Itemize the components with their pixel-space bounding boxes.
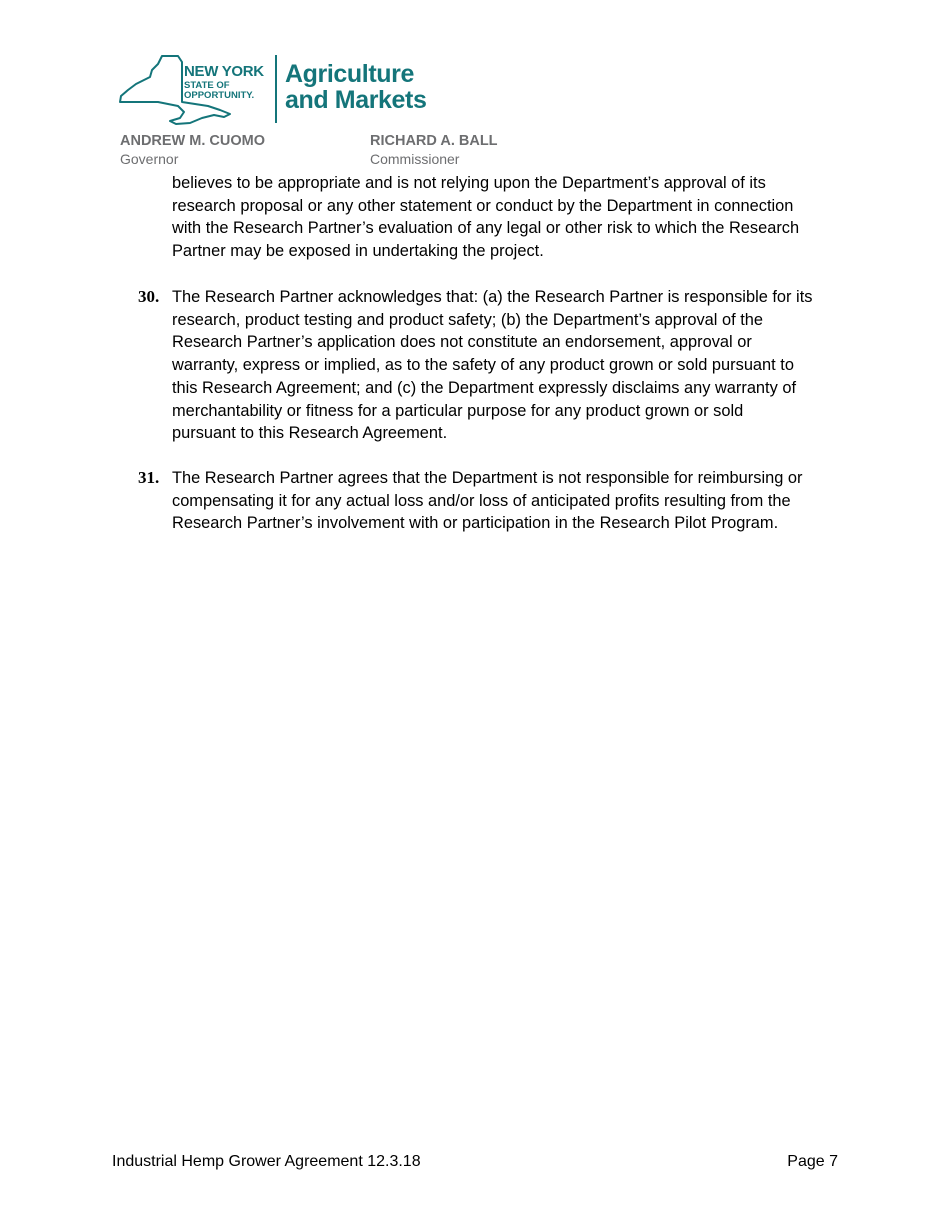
text-line: pursuant to this Research Agreement. (172, 424, 448, 443)
text-line: Partner may be exposed in undertaking the project. (172, 242, 544, 261)
text-line: research, product testing and product safety; (b) the Department’s approval of the (172, 310, 763, 329)
governor-block (120, 133, 265, 168)
text-line: warranty, express or implied, as to the safety of any product grown or sold pursuant to (172, 356, 794, 375)
paragraph-text (172, 467, 852, 535)
governor-title: Governor (120, 151, 179, 167)
text-line: believes to be appropriate and is not relying upon the Department’s approval of its (172, 174, 766, 192)
commissioner-name: RICHARD A. BALL (370, 133, 498, 149)
text-line: merchantability or fitness for a particular purpose for any product grown or sold (172, 401, 744, 420)
footer-page-number: Page 7 (787, 1153, 838, 1170)
ny-state-wordmark (184, 64, 264, 101)
agency-wordmark (285, 61, 427, 113)
text-line: Research Partner’s application does not constitute an endorsement, approval or (172, 333, 752, 352)
text-line: research proposal or any other statement or conduct by the Department in connection (172, 196, 794, 215)
footer-document-title: Industrial Hemp Grower Agreement 12.3.18 (112, 1153, 421, 1170)
state-line-1: NEW YORK (184, 63, 264, 80)
paragraph-number: 30. (138, 287, 160, 306)
text-line: compensating it for any actual loss and/or loss of anticipated profits resulting from the (172, 491, 791, 510)
agency-line-2: and Markets (285, 86, 427, 114)
text-line: this Research Agreement; and (c) the Department expressly disclaims any warranty of (172, 378, 797, 397)
state-line-2: STATE OF (184, 80, 230, 91)
text-line: The Research Partner acknowledges that: (a) the Research Partner is responsible for its (172, 288, 813, 306)
continued-paragraph (172, 172, 852, 263)
text-line: The Research Partner agrees that the Department is not responsible for reimbursing or (172, 469, 803, 487)
state-line-3: OPPORTUNITY. (184, 90, 255, 101)
commissioner-title: Commissioner (370, 151, 460, 167)
governor-name: ANDREW M. CUOMO (120, 133, 265, 149)
commissioner-block (370, 133, 498, 168)
agency-logo (118, 54, 448, 128)
paragraph-number: 31. (138, 468, 160, 487)
agency-line-1: Agriculture (285, 60, 414, 88)
paragraph-text (172, 286, 852, 445)
text-line: Research Partner’s involvement with or participation in the Research Pilot Program. (172, 514, 779, 533)
text-line: with the Research Partner’s evaluation of any legal or other risk to which the Research (172, 219, 800, 238)
logo-divider (275, 55, 277, 123)
